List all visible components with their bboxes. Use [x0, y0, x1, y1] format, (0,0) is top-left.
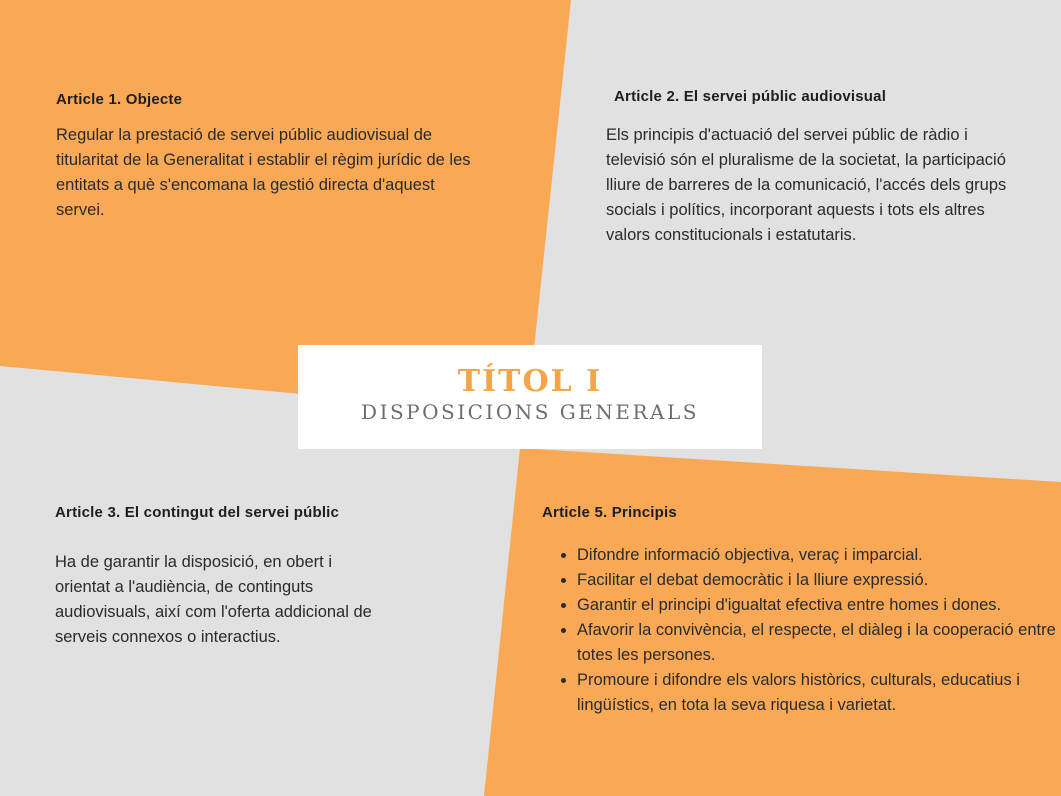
article1-body: Regular la prestació de servei públic audiovisual de titularitat de la Generalitat i establir el règim jurídic de les entitats a què s'encomana la gestió directa d'aquest servei. [56, 126, 471, 219]
article2-body: Els principis d'actuació del servei públic de ràdio i televisió són el pluralisme de la societat, la participació lliure de barreres de la comunicació, l'accés dels grups socials i polítics, incorporant aquests i tots els altres valors constitucionals i estatutaris. [606, 126, 1007, 244]
article2-heading: Article 2. El servei públic audiovisual [614, 88, 887, 105]
list-item: • Facilitar el debat democràtic i la lliure expressió. [577, 568, 1061, 593]
article3-heading: Article 3. El contingut del servei públic [55, 504, 340, 521]
title-main: TÍTOL I [457, 364, 603, 399]
article5-list [542, 543, 1061, 718]
article5-heading: Article 5. Principis [542, 504, 677, 521]
list-item: • Promoure i difondre els valors històrics, culturals, educatius i lingüístics, en tota la seva riquesa i varietat. [577, 668, 1061, 718]
list-item: • Afavorir la convivència, el respecte, el diàleg i la cooperació entre totes les persones. [577, 618, 1061, 668]
list-item: • Garantir el principi d'igualtat efectiva entre homes i dones. [577, 593, 1061, 618]
list-item: • Difondre informació objectiva, veraç i imparcial. [577, 543, 1061, 568]
article3-body: Ha de garantir la disposició, en obert i orientat a l'audiència, de continguts audiovisuals, així com l'oferta addicional de serveis connexos o interactius. [55, 553, 372, 646]
article1-heading: Article 1. Objecte [56, 91, 183, 108]
title-subtitle: DISPOSICIONS GENERALS [361, 400, 699, 424]
title-box [298, 345, 762, 449]
